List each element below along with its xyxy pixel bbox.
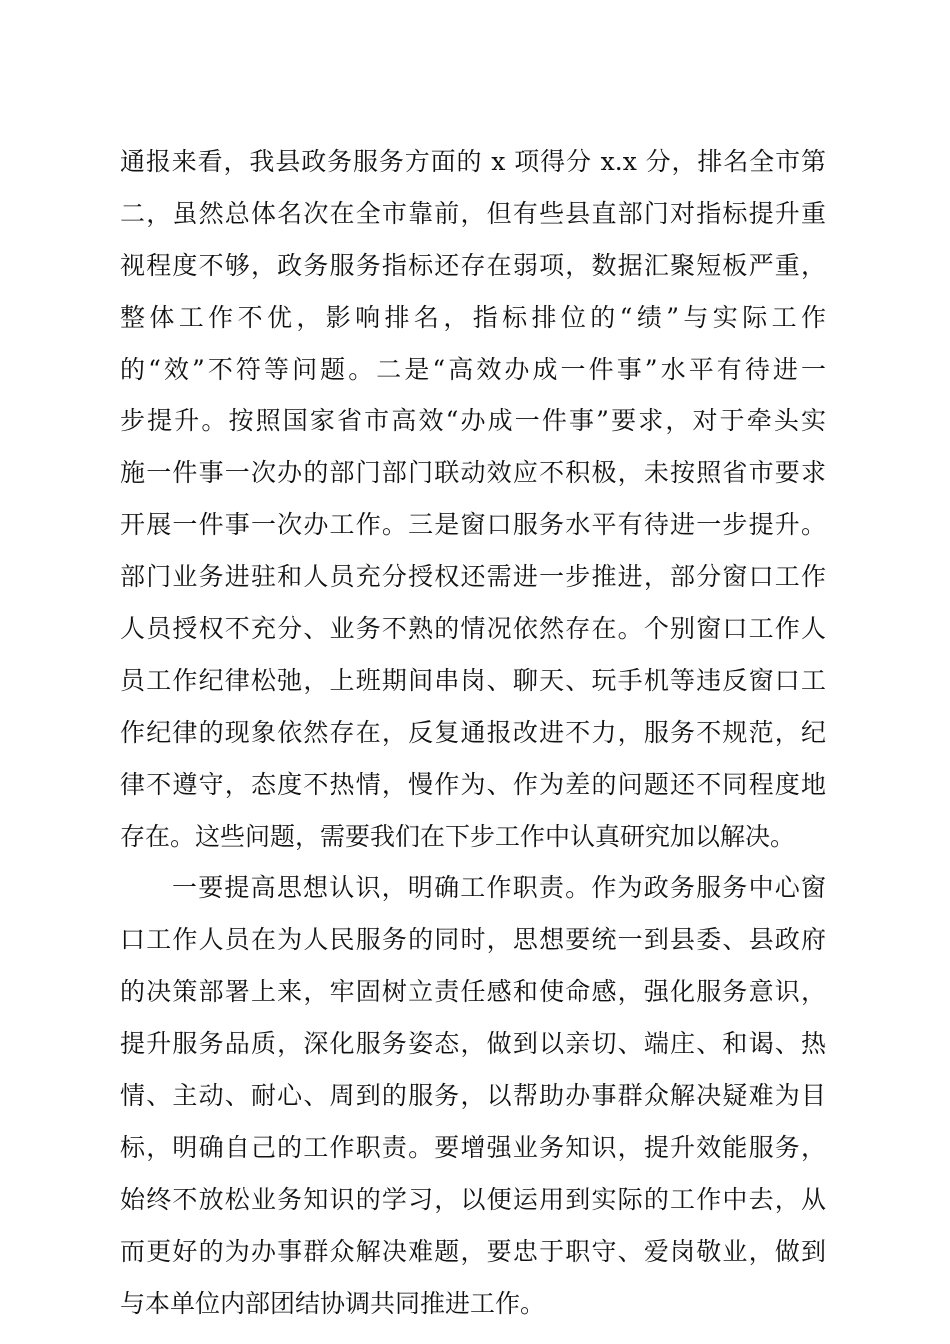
paragraph-line: 的决策部署上来，牢固树立责任感和使命感，强化服务意识， [120,977,826,1007]
paragraph-line: 一要提高思想认识，明确工作职责。作为政务服务中心窗 [172,873,826,903]
paragraph-line: 与本单位内部团结协调共同推进工作。 [120,1288,546,1318]
paragraph-line: 律不遵守，态度不热情，慢作为、作为差的问题还不同程度地 [120,769,826,799]
paragraph-line: 施一件事一次办的部门部门联动效应不积极，未按照省市要求 [120,458,826,488]
paragraph-line: 二，虽然总体名次在全市靠前，但有些县直部门对指标提升重 [120,198,826,228]
paragraph-line: 员工作纪律松弛，上班期间串岗、聊天、玩手机等违反窗口工 [120,665,826,695]
paragraph-measures [120,862,826,1329]
paragraph-line: 作纪律的现象依然存在，反复通报改进不力，服务不规范，纪 [120,717,826,747]
paragraph-line: 开展一件事一次办工作。三是窗口服务水平有待进一步提升。 [120,510,826,540]
paragraph-line: 存在。这些问题，需要我们在下步工作中认真研究加以解决。 [120,821,796,851]
paragraph-line: 始终不放松业务知识的学习，以便运用到实际的工作中去，从 [120,1184,826,1214]
paragraph-line: 步提升。按照国家省市高效“办成一件事”要求，对于牵头实 [120,406,826,436]
paragraph-line: 整体工作不优，影响排名，指标排位的“绩”与实际工作 [120,302,826,332]
paragraph-line: 视程度不够，政务服务指标还存在弱项，数据汇聚短板严重， [120,250,826,280]
paragraph-line: 部门业务进驻和人员充分授权还需进一步推进，部分窗口工作 [120,562,826,592]
paragraph-line: 人员授权不充分、业务不熟的情况依然存在。个别窗口工作人 [120,614,826,644]
paragraph-issues [120,136,826,862]
paragraph-line: 情、主动、耐心、周到的服务，以帮助办事群众解决疑难为目 [120,1081,826,1111]
paragraph-line: 的“效”不符等问题。二是“高效办成一件事”水平有待进一 [120,354,826,384]
paragraph-line: 通报来看，我县政务服务方面的 x 项得分 x.x 分，排名全市第 [120,147,826,176]
paragraph-line: 而更好的为办事群众解决难题，要忠于职守、爱岗敬业，做到 [120,1236,826,1266]
paragraph-line: 提升服务品质，深化服务姿态，做到以亲切、端庄、和谒、热 [120,1029,826,1059]
paragraph-line: 口工作人员在为人民服务的同时，思想要统一到县委、县政府 [120,925,826,955]
paragraph-line: 标，明确自己的工作职责。要增强业务知识，提升效能服务， [120,1132,826,1162]
document-body [120,136,826,1329]
